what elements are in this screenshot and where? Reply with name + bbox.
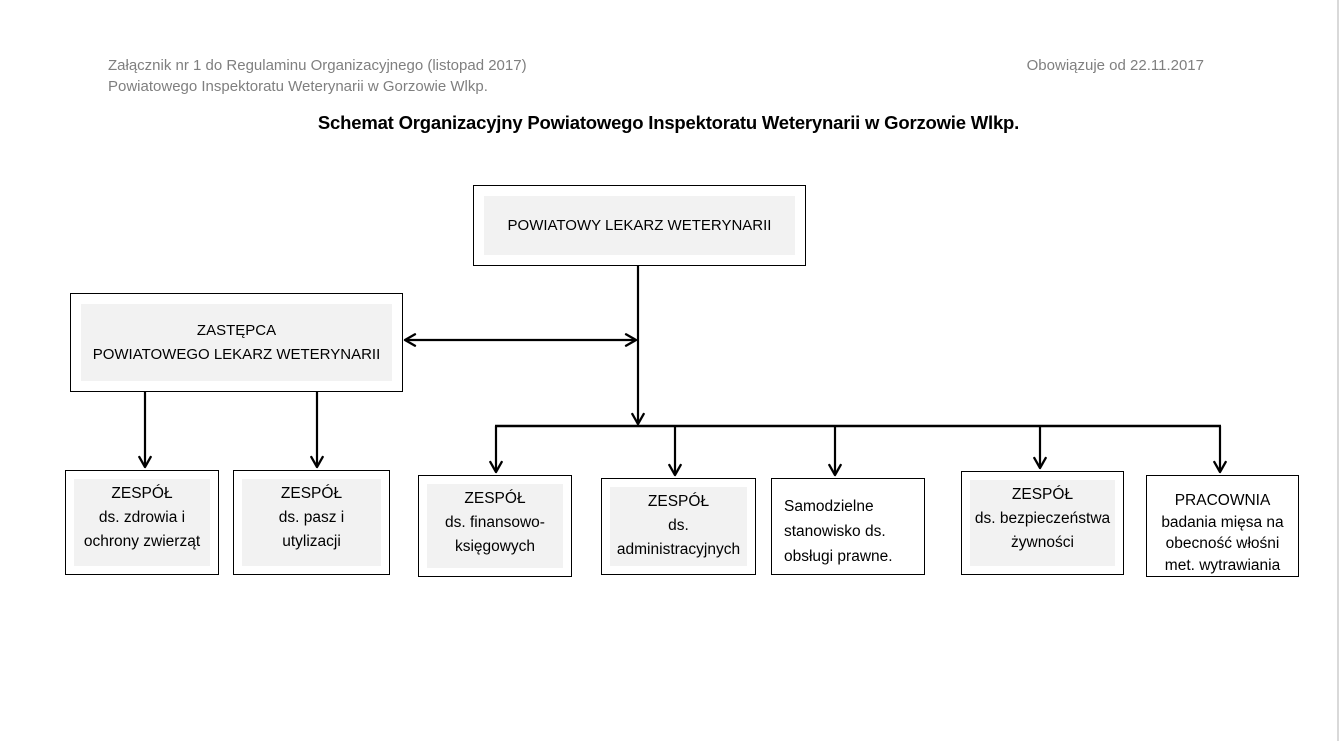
node-line: administracyjnych — [616, 541, 741, 558]
node-zespol-zdrowia-i-ochrony-zwierzat — [65, 470, 219, 575]
chart-title: Schemat Organizacyjny Powiatowego Inspektoratu Weterynarii w Gorzowie Wlkp. — [317, 112, 1020, 133]
node-line: ZASTĘPCA — [196, 321, 277, 339]
node-fill — [81, 304, 392, 381]
node-fill — [1155, 484, 1290, 574]
node-zastepca-powiatowego-lekarza — [70, 293, 403, 392]
node-line: ZESPÓŁ — [280, 485, 343, 502]
attachment-note-line1: Załącznik nr 1 do Regulaminu Organizacyjnego (listopad 2017) — [108, 57, 527, 74]
node-pracownia-badania-miesa — [1146, 475, 1299, 577]
node-zespol-finansowo-ksiegowych — [418, 475, 572, 577]
node-line: ZESPÓŁ — [111, 485, 173, 502]
node-line: ds. — [668, 517, 689, 534]
node-fill — [427, 484, 563, 568]
node-line: obecność włośni — [1165, 535, 1280, 552]
node-powiatowy-lekarz-weterynarii — [473, 185, 806, 266]
node-fill — [610, 487, 747, 566]
node-line: met. wytrawiania — [1164, 556, 1281, 574]
node-line: ds. finansowo- — [445, 514, 545, 531]
node-line: ZESPÓŁ — [464, 490, 526, 507]
node-line: badania mięsa na — [1161, 513, 1284, 531]
effective-date-note: Obowiązuje od 22.11.2017 — [1026, 57, 1204, 74]
node-fill — [242, 479, 381, 566]
node-line: ds. zdrowia i — [98, 509, 186, 526]
node-line: ds. pasz i — [278, 509, 345, 526]
node-line: ZESPÓŁ — [1011, 486, 1074, 503]
node-fill — [484, 196, 795, 255]
node-zespol-administracyjnych — [601, 478, 756, 575]
node-fill — [780, 487, 916, 566]
node-line: obsługi prawne. — [784, 548, 893, 565]
node-fill — [74, 479, 210, 566]
node-line: POWIATOWY LEKARZ WETERYNARII — [507, 216, 772, 234]
node-line: żywności — [1011, 534, 1074, 551]
node-line: stanowisko ds. — [784, 523, 886, 540]
node-line: księgowych — [454, 538, 536, 555]
node-fill — [970, 480, 1115, 566]
page-edge-line — [1337, 0, 1339, 741]
node-line: utylizacji — [282, 533, 341, 550]
node-zespol-bezpieczenstwa-zywnosci — [961, 471, 1124, 575]
node-line: ds. bezpieczeństwa — [974, 510, 1111, 527]
node-zespol-pasz-i-utylizacji — [233, 470, 390, 575]
node-line: Samodzielne — [784, 498, 874, 515]
node-line: POWIATOWEGO LEKARZ WETERYNARII — [92, 345, 381, 363]
node-line: PRACOWNIA — [1174, 492, 1271, 509]
node-line: ochrony zwierząt — [83, 533, 201, 550]
node-line: ZESPÓŁ — [647, 493, 710, 510]
node-samodzielne-stanowisko-obslugi-prawnej — [771, 478, 925, 575]
attachment-note — [108, 55, 527, 97]
attachment-note-line2: Powiatowego Inspektoratu Weterynarii w Gorzowie Wlkp. — [108, 78, 488, 95]
